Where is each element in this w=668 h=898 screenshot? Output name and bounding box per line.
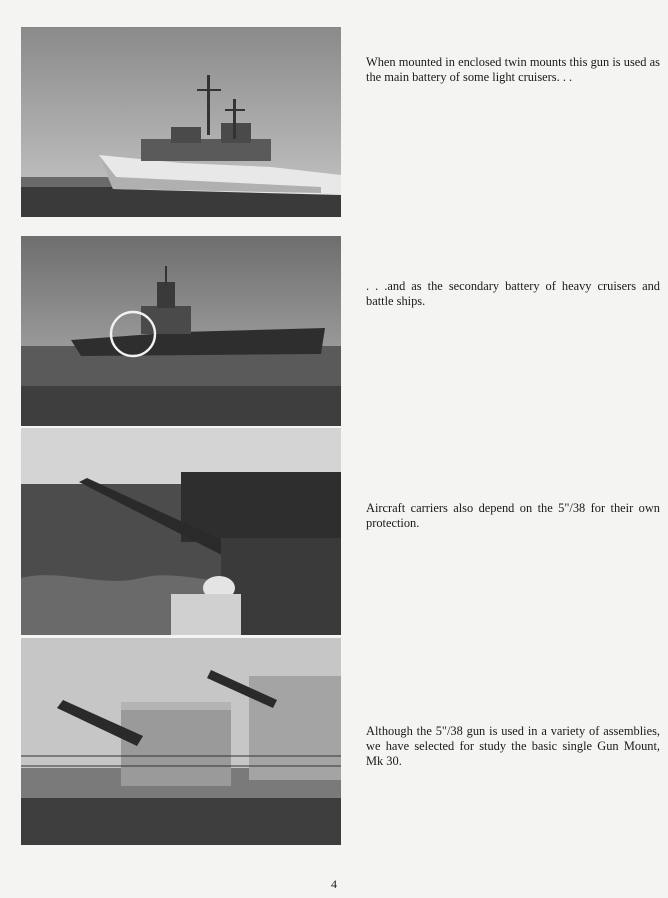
light-cruiser-photo (21, 27, 341, 217)
page-number: 4 (331, 877, 337, 891)
caption-light-cruisers: When mounted in enclosed twin mounts this gun is used as the main battery of some light cruisers. . . (366, 55, 660, 84)
heavy-cruiser-photo (21, 236, 341, 426)
caption-gun-mount: Although the 5"/38 gun is used in a variety of assemblies, we have selected for study the basic single Gun Mount, Mk 30. (366, 724, 660, 768)
carrier-gun-photo (21, 428, 341, 635)
gun-mounts-photo (21, 638, 341, 845)
caption-heavy-cruisers: . . .and as the secondary battery of heavy cruisers and battle ships. (366, 279, 660, 308)
caption-aircraft-carriers: Aircraft carriers also depend on the 5"/38 for their own protection. (366, 501, 660, 530)
